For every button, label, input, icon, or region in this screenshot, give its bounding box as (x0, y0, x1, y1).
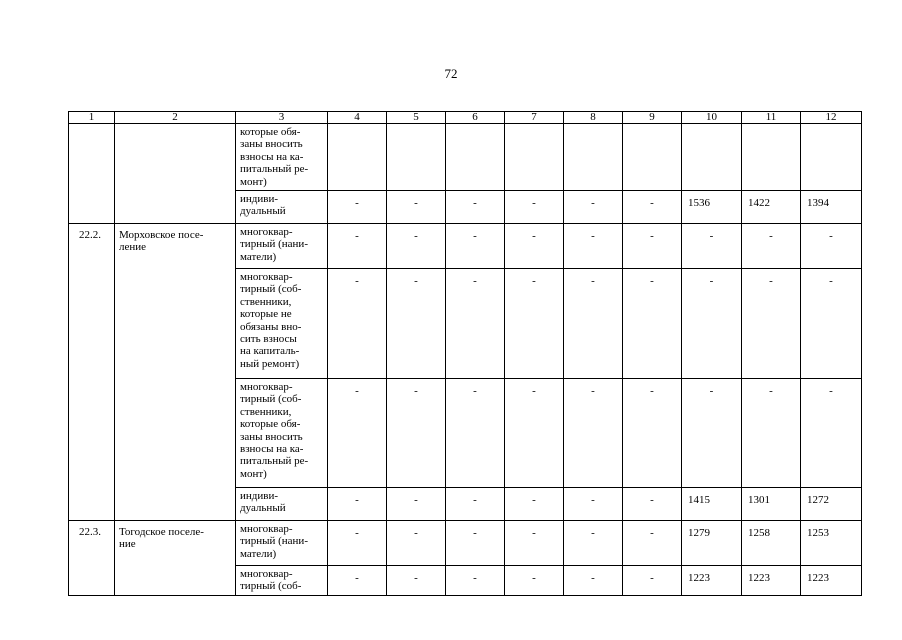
value-cell: - (387, 379, 446, 488)
value-cell: 1223 (682, 566, 742, 596)
value-cell (682, 124, 742, 191)
value-cell: - (742, 269, 801, 379)
value-cell: - (564, 566, 623, 596)
value-cell: - (328, 191, 387, 224)
value-cell: 1253 (801, 521, 862, 566)
value-cell: 1279 (682, 521, 742, 566)
value-cell: - (505, 191, 564, 224)
housing-type: которые обя- заны вносить взносы на ка- питальный ре- монт) (236, 124, 328, 191)
value-cell (801, 124, 862, 191)
settlement-name: Морховское посе- ление (115, 224, 236, 521)
settlement-name (115, 124, 236, 224)
value-cell: - (387, 191, 446, 224)
housing-type: многоквар- тирный (нани- матели) (236, 521, 328, 566)
column-number: 8 (564, 112, 623, 124)
column-number: 2 (115, 112, 236, 124)
value-cell: - (328, 379, 387, 488)
value-cell: - (564, 379, 623, 488)
value-cell: 1422 (742, 191, 801, 224)
value-cell: - (446, 379, 505, 488)
value-cell: - (623, 521, 682, 566)
value-cell: - (564, 224, 623, 269)
housing-type: индиви- дуальный (236, 191, 328, 224)
value-cell: - (446, 566, 505, 596)
value-cell: - (564, 269, 623, 379)
value-cell: - (387, 488, 446, 521)
value-cell (623, 124, 682, 191)
value-cell: - (623, 379, 682, 488)
value-cell: - (387, 521, 446, 566)
value-cell (328, 124, 387, 191)
column-number: 3 (236, 112, 328, 124)
value-cell (446, 124, 505, 191)
value-cell: - (505, 566, 564, 596)
settlement-number: 22.2. (69, 224, 115, 521)
table-row (69, 124, 862, 191)
value-cell: - (505, 488, 564, 521)
value-cell: - (505, 379, 564, 488)
column-number: 4 (328, 112, 387, 124)
value-cell: - (564, 191, 623, 224)
housing-type: многоквар- тирный (соб- (236, 566, 328, 596)
value-cell: - (742, 379, 801, 488)
value-cell: 1415 (682, 488, 742, 521)
value-cell: 1223 (742, 566, 801, 596)
value-cell: - (623, 566, 682, 596)
value-cell: - (505, 269, 564, 379)
value-cell: - (564, 488, 623, 521)
settlement-name: Тогодское поселе- ние (115, 521, 236, 596)
value-cell: 1272 (801, 488, 862, 521)
value-cell: - (742, 224, 801, 269)
housing-type: многоквар- тирный (нани- матели) (236, 224, 328, 269)
value-cell: - (328, 521, 387, 566)
value-cell: - (682, 269, 742, 379)
column-number-row (69, 112, 862, 124)
value-cell: - (328, 224, 387, 269)
value-cell: - (801, 269, 862, 379)
value-cell: - (446, 521, 505, 566)
value-cell: - (801, 224, 862, 269)
column-number: 7 (505, 112, 564, 124)
value-cell: - (387, 224, 446, 269)
value-cell: 1258 (742, 521, 801, 566)
column-number: 6 (446, 112, 505, 124)
value-cell: 1223 (801, 566, 862, 596)
housing-type: многоквар- тирный (соб- ственники, которые не обязаны вно- сить взносы на капиталь- ный ремонт) (236, 269, 328, 379)
value-cell: - (564, 521, 623, 566)
settlement-number (69, 124, 115, 224)
value-cell: - (682, 224, 742, 269)
value-cell (564, 124, 623, 191)
value-cell: - (446, 488, 505, 521)
value-cell: - (623, 224, 682, 269)
value-cell: - (446, 269, 505, 379)
page-number: 72 (444, 66, 458, 81)
value-cell: - (446, 224, 505, 269)
value-cell: 1536 (682, 191, 742, 224)
data-table (68, 111, 862, 596)
column-number: 10 (682, 112, 742, 124)
value-cell: - (328, 269, 387, 379)
column-number: 5 (387, 112, 446, 124)
value-cell: - (801, 379, 862, 488)
value-cell: - (505, 521, 564, 566)
value-cell: - (328, 566, 387, 596)
value-cell: - (446, 191, 505, 224)
value-cell: - (623, 269, 682, 379)
value-cell: - (623, 191, 682, 224)
column-number: 11 (742, 112, 801, 124)
value-cell (742, 124, 801, 191)
table-row (69, 224, 862, 269)
value-cell (387, 124, 446, 191)
value-cell: - (682, 379, 742, 488)
settlement-number: 22.3. (69, 521, 115, 596)
column-number: 9 (623, 112, 682, 124)
value-cell: - (387, 566, 446, 596)
housing-type: индиви- дуальный (236, 488, 328, 521)
value-cell: 1394 (801, 191, 862, 224)
value-cell: - (328, 488, 387, 521)
column-number: 1 (69, 112, 115, 124)
value-cell: - (623, 488, 682, 521)
value-cell: 1301 (742, 488, 801, 521)
value-cell: - (505, 224, 564, 269)
value-cell (505, 124, 564, 191)
value-cell: - (387, 269, 446, 379)
table-row (69, 521, 862, 566)
housing-type: многоквар- тирный (соб- ственники, которые обя- заны вносить взносы на ка- питальный ре- монт) (236, 379, 328, 488)
column-number: 12 (801, 112, 862, 124)
